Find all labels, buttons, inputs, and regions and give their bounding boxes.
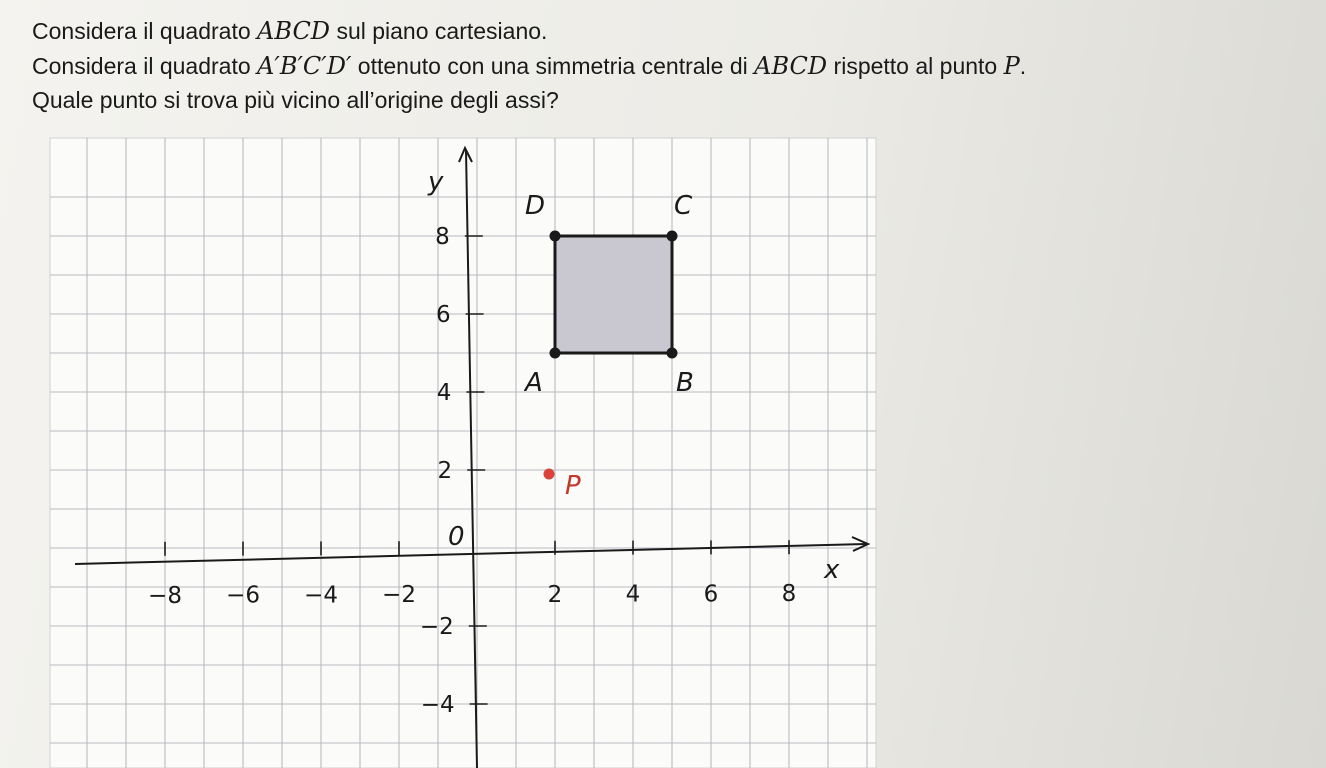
vertex-d [550,231,561,242]
image-square-name: A′B′C′D′ [257,51,352,80]
vertex-a [550,348,561,359]
vertex-label-c: C [674,191,693,221]
x-tick-label: −4 [304,582,338,609]
x-tick-label: −6 [226,582,260,609]
y-tick-label: 6 [435,302,451,328]
x-axis-label: x [824,555,840,585]
origin-label: 0 [448,522,465,552]
vertex-label-d: D [525,191,546,221]
x-tick-label: 2 [547,581,563,608]
vertex-label-b: B [676,368,694,398]
point-p [544,469,555,480]
vertex-label-a: A [525,368,543,398]
y-tick-label: −4 [420,692,455,718]
y-axis-label: y [428,167,444,197]
x-tick-label: 4 [625,581,641,608]
question-line-1: Considera il quadrato ABCD sul piano cartesiano. [32,17,548,45]
square-shape [555,236,672,353]
point-p-label: P [565,471,581,501]
y-tick-label: −2 [419,614,454,640]
grid-paper [50,138,876,768]
y-tick-label: 4 [436,380,452,406]
vertex-c [667,231,678,242]
y-tick-label: 8 [435,224,450,250]
square-name: ABCD [257,17,331,45]
x-tick-label: −2 [382,582,416,609]
vertex-b [667,348,678,359]
square-name: ABCD [754,51,828,80]
x-tick-label: 8 [781,581,797,608]
x-tick-label: 6 [703,581,719,608]
question-line-3: Quale punto si trova più vicino all’origine degli assi? [32,87,559,113]
question-line-2: Considera il quadrato A′B′C′D′ ottenuto con una simmetria centrale di ABCD rispetto al punto P. [32,51,1027,80]
x-tick-label: −8 [148,582,182,609]
point-name: P [1003,51,1020,80]
y-tick-label: 2 [437,458,453,484]
